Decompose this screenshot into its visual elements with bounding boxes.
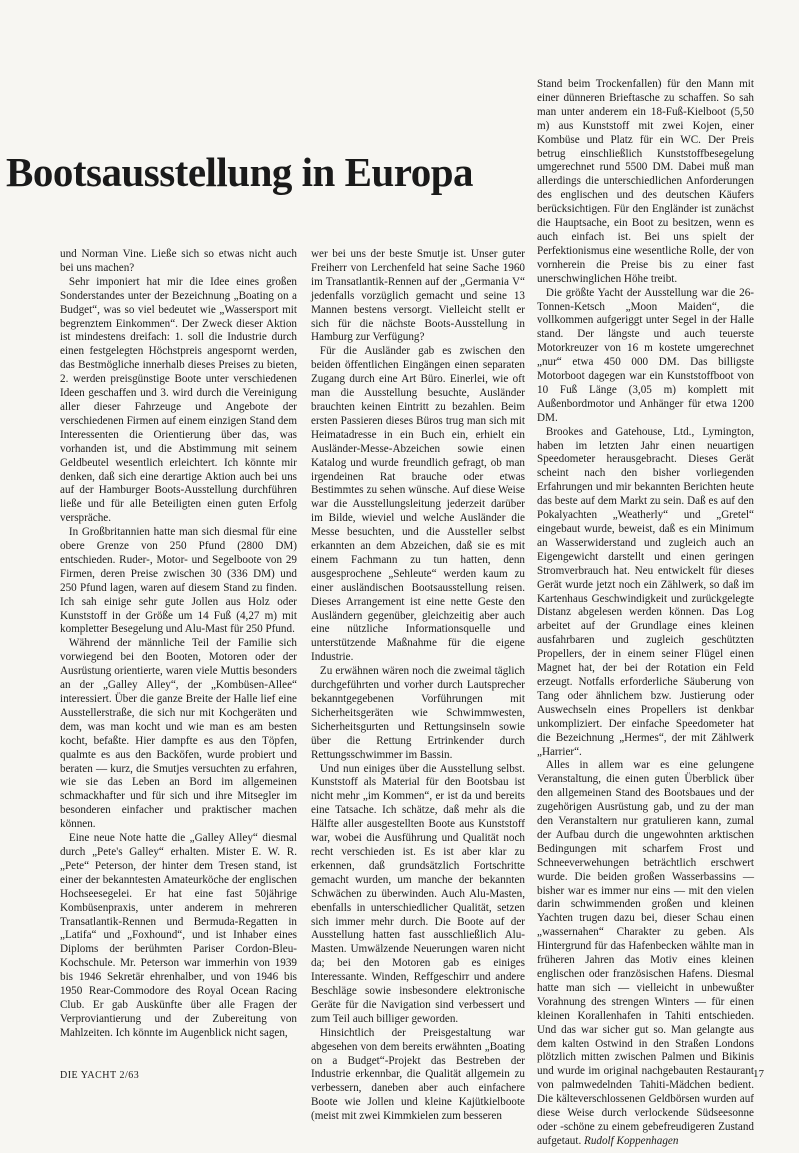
publication-footer: DIE YACHT 2/63 [60,1070,140,1081]
page-number: 17 [753,1068,764,1080]
paragraph-text: Alles in allem war es eine gelungene Veranstaltung, die einen guten Überblick über den allgemeinen Stand des Bootsbaues und der zugehörigen Ausrüstung gab, und zu der man den Veranstaltern nur gratulieren kann, zumal der Aufbau durch die ungewohnten arktischen Bedingungen mit scharfem Frost und Schneeverwehungen beträchtlich erschwert wurde. Die beiden großen Wasserbassins — bisher war es immer nur eins — mit den vielen darin schwimmenden großen und kleinen Yachten trugen dazu bei, dieser Schau einen „wassernahen“ Charakter zu geben. Als Hintergrund für das Hafenbecken wählte man in früheren Jahren das Motiv eines kleinen englischen oder französischen Hafens. Diesmal hatte man sich — vielleicht in unbewußter Vorahnung des strengen Winters — für einen kleinen Korallenhafen in Tahiti entschieden. Und das war sicher gut so. Man gelangte aus dem kalten Ostwind in den Straßen Londons plötzlich mitten zwischen Palmen und Bikinis und wurde im original nachgebauten Restaurant von palmwedelnden Tahiti-Mädchen bedient. Die kälteverschlossenen Geldbörsen wurden auf diese Weise durch verlockende Südseesonne oder -schöne zu einem gebefreudigeren Zustand aufgetaut. [537,759,754,1147]
article-column-2 [311,248,525,1123]
paragraph: In Großbritannien hatte man sich diesmal für eine obere Grenze von 250 Pfund (2800 DM) entschieden. Ruder-, Motor- und Segelboote von 29 Firmen, deren Preise zwischen 30 (336 DM) und 250 Pfund lagen, waren auf diesem Stand zu finden. Ich sah einige sehr gute Jollen aus Holz oder Kunststoff in der Größe um 14 Fuß (4,27 m) mit kompletter Besegelung und Alu-Mast für 250 Pfund. [60,526,297,636]
article-column-1 [60,248,297,1063]
paragraph: Eine neue Note hatte die „Galley Alley“ diesmal durch „Pete's Galley“ erhalten. Mister E. W. R. „Pete“ Peterson, der hinter dem Tresen stand, ist einer der bekanntesten Amateurköche der englischen Hochseesegelei. Er hat eine fast 50jährige Kombüsenpraxis, unter anderem in mehreren Transatlantik-Rennen und Bermuda-Regatten in „Latifa“ und „Foxhound“, und ist Inhaber eines Diploms der berühmten Pariser Cordon-Bleu-Kochschule. Mr. Peterson war immerhin von 1939 bis 1946 Sekretär ehrenhalber, und von 1946 bis 1950 Rear-Commodore des Royal Ocean Racing Club. Er gab Auskünfte über alle Fragen der Verproviantierung und der Zubereitung von Mahlzeiten. Ich könnte im Augenblick nicht sagen, [60,832,297,1039]
article-column-3 [537,78,754,1147]
paragraph: Und nun einiges über die Ausstellung selbst. Kunststoff als Material für den Bootsbau ist nicht mehr „im Kommen“, er ist da und bereits eine Tatsache. Ich schätze, daß mehr als die Hälfte aller ausgestellten Boote aus Kunststoff war, wobei die Ausführung und Qualität noch recht verschieden ist. Es ist aber klar zu erkennen, daß grundsätzlich Fortschritte gemacht wurden, um manche der bekannten Schwächen zu überwinden. Auch Alu-Masten, ebenfalls in unterschiedlicher Qualität, setzen sich immer mehr durch. Die Boote auf der Ausstellung hatten fast ausschließlich Alu-Masten. Umwälzende Neuerungen waren nicht da; bei den Motoren gab es einiges Interessante. Winden, Reffgeschirr und andere Beschläge sowie insbesondere elektronische Geräte für die Navigation sind verbessert und zum Teil auch billiger geworden. [311,762,525,1025]
paragraph: Die größte Yacht der Ausstellung war die 26-Tonnen-Ketsch „Moon Maiden“, die vollkommen aufgeriggt unter Segel in der Halle stand. Der längste und auch teuerste Motorkreuzer von 16 m kostete umgerechnet „nur“ etwa 450 000 DM. Das billigste Motorboot dagegen war ein Kunststoffboot von 10 Fuß Länge (3,05 m) komplett mit Außenbordmotor und Anhänger für etwa 1200 DM. [537,286,754,424]
paragraph: wer bei uns der beste Smutje ist. Unser guter Freiherr von Lerchenfeld hat seine Sache 1960 im Transatlantik-Rennen auf der „Germania V“ jedenfalls vorzüglich gemacht und seine 13 Mannen bestens versorgt. Vielleicht stellt er sich für die nächste Boots-Ausstellung in Hamburg zur Verfügung? [311,248,525,344]
paragraph-with-signature [537,759,754,1148]
paragraph: Stand beim Trockenfallen) für den Mann mit einer dünneren Brieftasche zu schaffen. So sah man unter anderem ein 18-Fuß-Kielboot (5,50 m) aus Kunststoff mit zwei Kojen, einer Kombüse und Platz für ein WC. Der Preis betrug einschließlich Kunststoffbesegelung umgerechnet rund 5500 DM. Dabei muß man allerdings die unterschiedlichen Anforderungen des englischen und des deutschen Käufers berücksichtigen. Für den Engländer ist zunächst die Hauptsache, ein Boot zu besitzen, wenn es auch einfach ist. Bei uns spielt der Perfektionismus eine wesentliche Rolle, der von vornherein die Preise bis zu einer fast unerschwinglichen Höhe treibt. [537,78,754,285]
paragraph: und Norman Vine. Ließe sich so etwas nicht auch bei uns machen? [60,248,297,274]
paragraph: Hinsichtlich der Preisgestaltung war abgesehen von dem bereits erwähnten „Boating on a Budget“-Projekt das Bestreben der Industrie erkennbar, die Qualität allgemein zu verbessern, daneben aber auch einfachere Boote wie Jollen und kleine Kajütkielboote (meist mit zwei Kimmkielen zum besseren [311,1026,525,1123]
paragraph: Während der männliche Teil der Familie sich vorwiegend bei den Booten, Motoren oder der Ausrüstung orientierte, waren viele Muttis besonders an der „Galley Alley“, der „Kombüsen-Allee“ interessiert. Über die ganze Breite der Halle lief eine Ausstellerstraße, die sich nur mit Kochgeräten und dem, was man kocht und wie man es am besten kocht, befaßte. Hier dampfte es aus den Töpfen, qualmte es aus den Backöfen, wurde probiert und beraten — kurz, die Smutjes versuchten zu erfahren, wie sie das Leben an Bord im allgemeinen schmackhafter und für sich und ihre Mitsegler im besonderen einfacher und praktischer machen können. [60,637,297,831]
paragraph: Für die Ausländer gab es zwischen den beiden öffentlichen Eingängen einen separaten Zugang durch eine Art Büro. Einerlei, wie oft man die Ausstellung besuchte, Ausländer brauchten keinen Eintritt zu bezahlen. Beim ersten Passieren dieses Büros trug man sich mit Heimatadresse in ein Buch ein, erhielt ein Ausländer-Messe-Abzeichen sowie einen Katalog und wurde freundlich gefragt, ob man irgendeinen Rat brauche oder etwas Bestimmtes zu sehen wünsche. Auf diese Weise war die Ausstellungsleitung jederzeit darüber im Bilde, wieviel und welche Ausländer die Messe besuchten, und die Aussteller selbst erkannten an dem Abzeichen, daß sie es mit einem Fachmann zu tun hatten, denn ausgesprochene „Sehleute“ werden kaum zu einer ausländischen Bootsausstellung reisen. Dieses Arrangement ist eine nette Geste den Ausländern gegenüber, gleichzeitig aber auch eine nützliche Informationsquelle und unterstützende Maßnahme für die eigene Industrie. [311,345,525,664]
paragraph: Zu erwähnen wären noch die zweimal täglich durchgeführten und vorher durch Lautsprecher bekanntgegebenen Vorführungen mit Sicherheitsgeräten wie Schwimmwesten, Sicherheitsgurten und Rettungsinseln sowie über die Rettung Ertrinkender durch Rettungsschwimmer im Bassin. [311,665,525,761]
article-title: Bootsausstellung in Europa [6,149,474,195]
paragraph: Sehr imponiert hat mir die Idee eines großen Sonderstandes unter der Bezeichnung „Boating on a Budget“, was so viel bedeutet wie „Wassersport mit begrenztem Einkommen“. Der Zweck dieser Aktion ist mindestens dreifach: 1. soll die Industrie durch einen festgelegten Höchstpreis angespornt werden, das Bestmögliche innerhalb dieses Preises zu bieten, 2. werden preisgünstige Boote unter verschiedenen Ideen geschaffen und 3. wird durch die Vereinigung aller dieser Fahrzeuge und Angebote der verschiedenen Firmen auf einem einzigen Stand dem Interessenten die Orientierung über das, was vorhanden ist, und die Abstimmung mit seinem Geldbeutel wesentlich erleichtert. Ich könnte mir denken, daß sich eine derartige Aktion auch bei uns auf der Hamburger Boots-Ausstellung durchführen ließe und für alle Beteiligten einen guten Erfolg verspräche. [60,275,297,525]
paragraph: Brookes and Gatehouse, Ltd., Lymington, haben im letzten Jahr einen neuartigen Speedometer herausgebracht. Dieses Gerät scheint nach den bisher vorliegenden Erfahrungen und mir bekannten Berichten heute das beste auf dem Markt zu sein. Daß es auf den Pokalyachten „Weatherly“ und „Gretel“ eingebaut wurde, beweist, daß es ein Minimum an Wasserwiderstand und zugleich auch an Eigengewicht darstellt und einen geringen Stromverbrauch hat. Neu entwickelt für dieses Gerät wurde jetzt noch ein Zählwerk, so daß im Kartenhaus Geschwindigkeit und zurückgelegte Distanz abgelesen werden können. Das Log arbeitet auf der Grundlage eines kleinen ausfahrbaren und zugleich geschützten Propellers, der in einem seiner Flügel einen Magnet hat, der bei der Rotation ein Feld erzeugt. Notfalls erforderliche Säuberung von Tang oder ähnlichem bzw. Justierung oder Auswechseln eines Propellers ist denkbar unkompliziert. Der einfache Speedometer hat die Bezeichnung „Hermes“, der mit Zählwerk „Harrier“. [537,425,754,758]
author-signature: Rudolf Koppenhagen [584,1134,679,1147]
